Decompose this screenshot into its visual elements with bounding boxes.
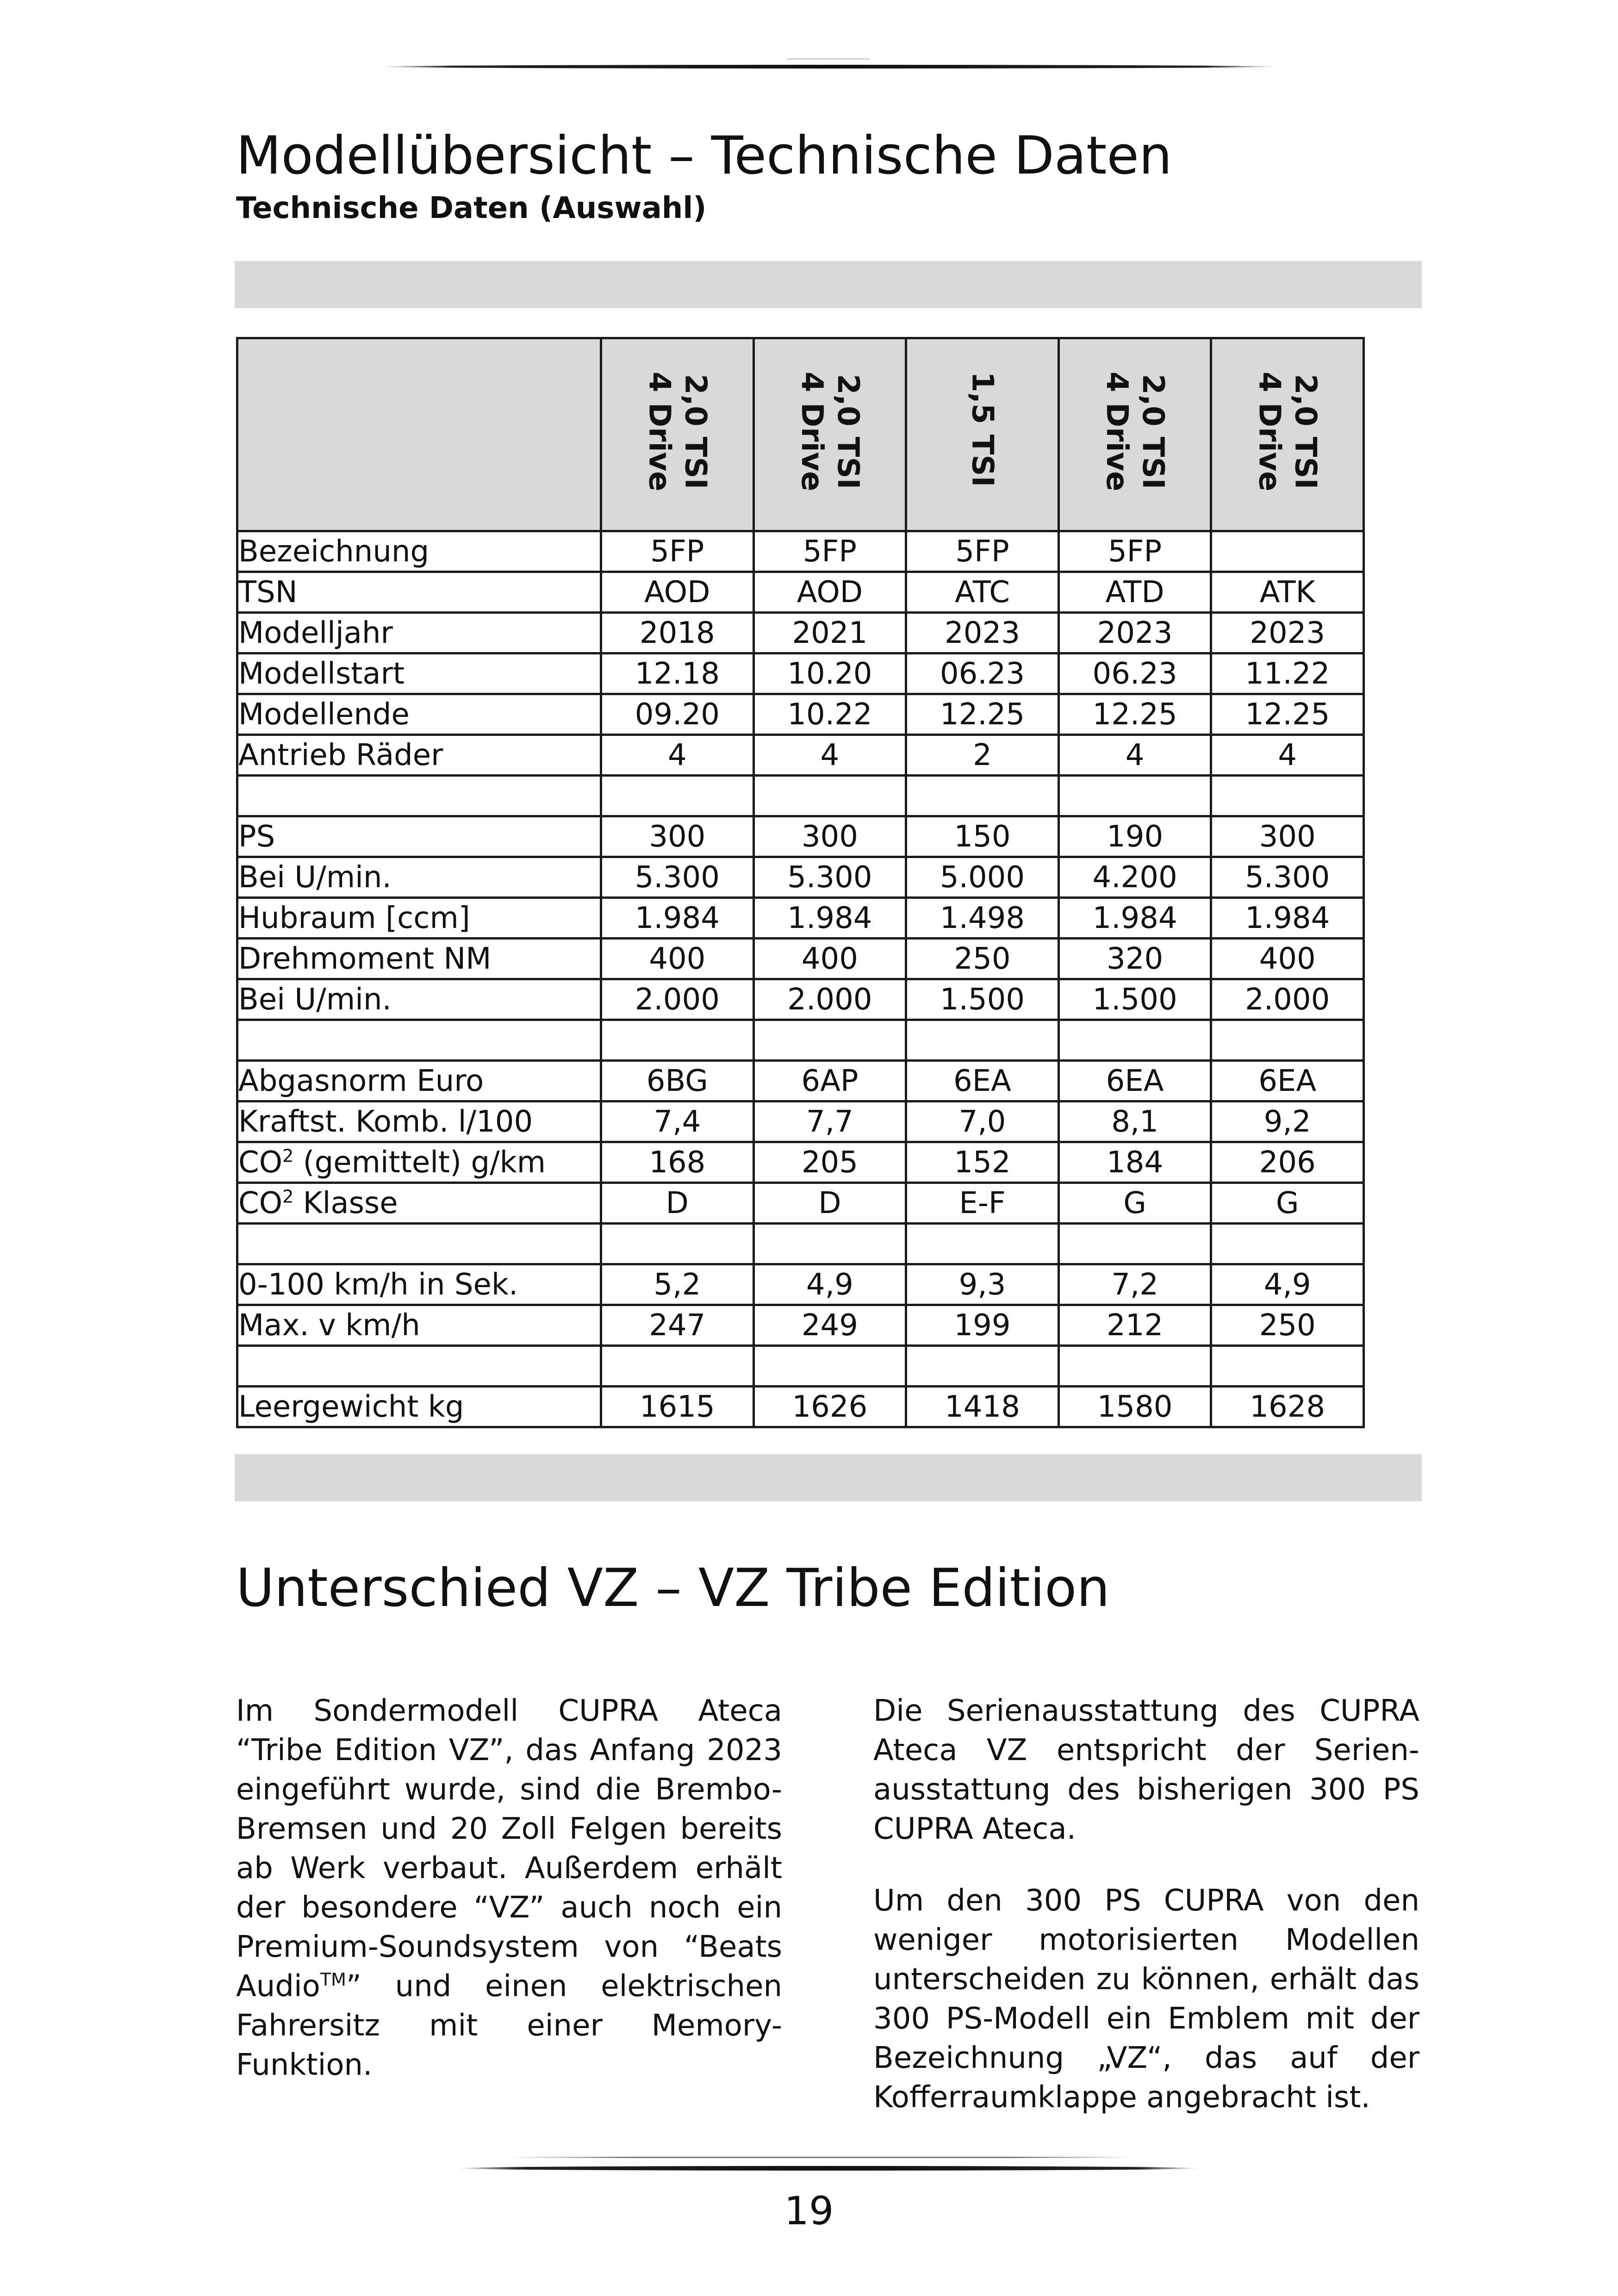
- row-label: [237, 776, 601, 816]
- table-row: [237, 531, 1364, 572]
- column-header-line2: 4 Drive: [794, 372, 829, 492]
- table-cell: AOD: [753, 572, 906, 613]
- row-label-superscript: 2: [282, 1145, 294, 1166]
- right-text-column: [873, 1692, 1419, 2150]
- right-paragraph-2: Um den 300 PS CUPRA von den weniger motorisierten Modellen unterscheiden zu können, erhält das 300 PS-Modell ein Emblem mit der Bezeichnung „VZ“, das auf der Kofferraumklappe angebracht ist.: [873, 1884, 1419, 2115]
- table-cell: 400: [1211, 939, 1364, 979]
- table-row: [237, 1142, 1364, 1183]
- row-label-text: Bezeichnung: [238, 534, 429, 569]
- row-label-text: Modellstart: [238, 656, 404, 691]
- row-label-text: CO: [238, 1145, 283, 1180]
- table-cell: 2023: [906, 613, 1059, 653]
- column-header-line1: 1,5 TSI: [965, 372, 1000, 487]
- column-header-line2: 4 Drive: [642, 372, 677, 492]
- table-cell: AOD: [601, 572, 754, 613]
- table-cell: 320: [1058, 939, 1211, 979]
- table-cell: 400: [601, 939, 754, 979]
- table-cell: 10.20: [753, 653, 906, 694]
- row-label: [237, 979, 601, 1020]
- table-cell: 7,7: [753, 1101, 906, 1142]
- table-cell: 2021: [753, 613, 906, 653]
- left-text-column: [236, 1692, 782, 2117]
- table-cell: 184: [1058, 1142, 1211, 1183]
- bottom-rule-thin: [509, 2157, 1134, 2158]
- row-label-suffix: (gemittelt) g/km: [293, 1145, 546, 1180]
- table-header-row: [237, 338, 1364, 531]
- row-label: [237, 653, 601, 694]
- table-row: [237, 1101, 1364, 1142]
- column-header: [906, 338, 1059, 531]
- table-row: [237, 1346, 1364, 1387]
- row-label: [237, 816, 601, 857]
- row-label: [237, 735, 601, 776]
- table-cell: 8,1: [1058, 1101, 1211, 1142]
- table-cell: 5,2: [601, 1264, 754, 1305]
- table-cell: 300: [1211, 816, 1364, 857]
- row-label-text: Max. v km/h: [238, 1308, 420, 1343]
- table-cell: [753, 1346, 906, 1387]
- table-cell: 4: [1211, 735, 1364, 776]
- table-cell: 4,9: [1211, 1264, 1364, 1305]
- row-label-text: TSN: [238, 575, 298, 610]
- table-cell: 205: [753, 1142, 906, 1183]
- table-cell: G: [1058, 1183, 1211, 1224]
- table-cell: 199: [906, 1305, 1059, 1346]
- table-row: [237, 776, 1364, 816]
- table-cell: D: [753, 1183, 906, 1224]
- row-label: [237, 1305, 601, 1346]
- table-cell: [1211, 776, 1364, 816]
- row-label: [237, 1020, 601, 1061]
- table-row: [237, 1020, 1364, 1061]
- page-number: 19: [784, 2188, 834, 2234]
- row-label: [237, 857, 601, 898]
- column-header-line2: 4 Drive: [1252, 372, 1287, 492]
- row-label-text: Modellende: [238, 697, 410, 732]
- table-cell: 300: [601, 816, 754, 857]
- table-row: [237, 653, 1364, 694]
- section-title: Unterschied VZ – VZ Tribe Edition: [236, 1557, 1110, 1618]
- table-cell: [601, 1346, 754, 1387]
- row-label: [237, 1101, 601, 1142]
- column-header-line2: 4 Drive: [1100, 372, 1134, 492]
- table-header-corner: [237, 338, 601, 531]
- row-label: [237, 1346, 601, 1387]
- row-label-text: Hubraum [ccm]: [238, 901, 470, 935]
- table-cell: 2.000: [753, 979, 906, 1020]
- table-cell: [1211, 1020, 1364, 1061]
- table-cell: 06.23: [1058, 653, 1211, 694]
- table-cell: 10.22: [753, 694, 906, 735]
- row-label-text: 0-100 km/h in Sek.: [238, 1267, 518, 1302]
- row-label-text: Leergewicht kg: [238, 1389, 464, 1424]
- table-cell: 190: [1058, 816, 1211, 857]
- table-row: [237, 1061, 1364, 1101]
- bottom-decorative-rule: [458, 2166, 1199, 2171]
- row-label-superscript: 2: [282, 1186, 294, 1207]
- table-row: [237, 1305, 1364, 1346]
- row-label: [237, 1142, 601, 1183]
- column-header: [753, 338, 906, 531]
- table-cell: 6EA: [906, 1061, 1059, 1101]
- table-cell: 2.000: [601, 979, 754, 1020]
- right-paragraph-1: Die Serienausstattung des CUPRA Ateca VZ entspricht der Serienausstattung des bisherigen 300 PS CUPRA Ateca.: [873, 1694, 1419, 1846]
- table-cell: 2018: [601, 613, 754, 653]
- table-cell: 1.498: [906, 898, 1059, 939]
- top-decorative-rule: [380, 65, 1277, 68]
- table-cell: 5FP: [906, 531, 1059, 572]
- table-cell: [1211, 1346, 1364, 1387]
- table-cell: 152: [906, 1142, 1059, 1183]
- page-title: Modellübersicht – Technische Daten: [236, 125, 1172, 186]
- table-row: [237, 1387, 1364, 1427]
- table-cell: 2: [906, 735, 1059, 776]
- table-row: [237, 735, 1364, 776]
- table-cell: [1211, 531, 1364, 572]
- row-label: [237, 1387, 601, 1427]
- table-cell: [1058, 1020, 1211, 1061]
- table-cell: 9,2: [1211, 1101, 1364, 1142]
- table-cell: [753, 1020, 906, 1061]
- table-cell: 5FP: [601, 531, 754, 572]
- table-cell: 4.200: [1058, 857, 1211, 898]
- row-label: [237, 531, 601, 572]
- column-header: [1211, 338, 1364, 531]
- grey-band-top: [235, 261, 1422, 308]
- table-cell: 12.25: [1211, 694, 1364, 735]
- row-label: [237, 572, 601, 613]
- table-cell: ATK: [1211, 572, 1364, 613]
- table-row: [237, 572, 1364, 613]
- table-cell: 249: [753, 1305, 906, 1346]
- table-cell: [906, 1224, 1059, 1264]
- row-label: [237, 939, 601, 979]
- table-cell: 168: [601, 1142, 754, 1183]
- table-cell: 4,9: [753, 1264, 906, 1305]
- table-cell: 4: [1058, 735, 1211, 776]
- table-cell: D: [601, 1183, 754, 1224]
- left-paragraph: [236, 1692, 782, 2085]
- table-cell: 2.000: [1211, 979, 1364, 1020]
- row-label-text: Antrieb Räder: [238, 738, 443, 772]
- table-cell: 212: [1058, 1305, 1211, 1346]
- table-row: [237, 1264, 1364, 1305]
- table-cell: 4: [753, 735, 906, 776]
- table-cell: 150: [906, 816, 1059, 857]
- column-header-line1: 2,0 TSI: [1288, 373, 1323, 489]
- table-cell: [753, 1224, 906, 1264]
- table-cell: E-F: [906, 1183, 1059, 1224]
- table-cell: 09.20: [601, 694, 754, 735]
- column-header-line1: 2,0 TSI: [1136, 373, 1170, 489]
- table-cell: [601, 1020, 754, 1061]
- row-label: [237, 1183, 601, 1224]
- row-label: [237, 613, 601, 653]
- table-cell: [753, 776, 906, 816]
- row-label: [237, 1264, 601, 1305]
- table-cell: 5.300: [1211, 857, 1364, 898]
- table-body: [237, 531, 1364, 1427]
- table-cell: 12.18: [601, 653, 754, 694]
- table-cell: [601, 776, 754, 816]
- row-label-text: Kraftst. Komb. l/100: [238, 1104, 533, 1139]
- table-cell: 1580: [1058, 1387, 1211, 1427]
- table-cell: ATD: [1058, 572, 1211, 613]
- table-cell: 11.22: [1211, 653, 1364, 694]
- table-cell: 1.500: [1058, 979, 1211, 1020]
- table-row: [237, 898, 1364, 939]
- table-cell: 250: [1211, 1305, 1364, 1346]
- column-header-line1: 2,0 TSI: [830, 373, 865, 489]
- table-cell: [906, 1020, 1059, 1061]
- table-cell: 4: [601, 735, 754, 776]
- table-row: [237, 979, 1364, 1020]
- row-label-text: Bei U/min.: [238, 860, 392, 895]
- trademark-mark: TM: [320, 1969, 346, 1990]
- table-cell: 6EA: [1058, 1061, 1211, 1101]
- table-cell: 400: [753, 939, 906, 979]
- table-cell: [1058, 1224, 1211, 1264]
- table-cell: 1626: [753, 1387, 906, 1427]
- table-cell: 7,0: [906, 1101, 1059, 1142]
- row-label-text: Drehmoment NM: [238, 941, 492, 976]
- table-cell: 250: [906, 939, 1059, 979]
- row-label-text: Bei U/min.: [238, 982, 392, 1017]
- row-label: [237, 694, 601, 735]
- left-text-part1: Im Sondermodell CUPRA Ateca “Tribe Edition VZ”, das Anfang 2023 eingeführt wurde, sind die Brembo-Bremsen und 20 Zoll Felgen bereits ab Werk verbaut. Außerdem erhält der besondere “VZ” auch noch ein Premium-Soundsystem von “Beats Audio: [236, 1694, 782, 2004]
- table-cell: [1211, 1224, 1364, 1264]
- table-cell: 1.500: [906, 979, 1059, 1020]
- table-row: [237, 694, 1364, 735]
- table-row: [237, 1183, 1364, 1224]
- table-cell: 7,2: [1058, 1264, 1211, 1305]
- left-text-part2: ” und einen elektrischen Fahrersitz mit einer Memory-Funktion.: [236, 1969, 782, 2082]
- table-cell: 12.25: [906, 694, 1059, 735]
- row-label-text: Abgasnorm Euro: [238, 1064, 484, 1098]
- table-row: [237, 939, 1364, 979]
- table-cell: 1.984: [601, 898, 754, 939]
- column-header: [601, 338, 754, 531]
- table-cell: 5.000: [906, 857, 1059, 898]
- row-label-text: Modelljahr: [238, 616, 393, 650]
- table-cell: 2023: [1058, 613, 1211, 653]
- table-cell: 5FP: [753, 531, 906, 572]
- table-cell: 300: [753, 816, 906, 857]
- table-cell: 2023: [1211, 613, 1364, 653]
- spec-table: [236, 337, 1365, 1428]
- table-cell: [906, 1346, 1059, 1387]
- row-label-text: PS: [238, 819, 275, 854]
- table-cell: 206: [1211, 1142, 1364, 1183]
- top-rule-highlight: [787, 58, 870, 60]
- row-label: [237, 1224, 601, 1264]
- row-label-text: CO: [238, 1186, 283, 1220]
- table-cell: 1628: [1211, 1387, 1364, 1427]
- table-row: [237, 857, 1364, 898]
- table-cell: [906, 776, 1059, 816]
- page-subtitle: Technische Daten (Auswahl): [236, 191, 707, 225]
- table-cell: 1418: [906, 1387, 1059, 1427]
- table-cell: 6AP: [753, 1061, 906, 1101]
- table-cell: ATC: [906, 572, 1059, 613]
- table-cell: 5FP: [1058, 531, 1211, 572]
- table-cell: 7,4: [601, 1101, 754, 1142]
- table-row: [237, 816, 1364, 857]
- table-cell: 5.300: [753, 857, 906, 898]
- table-cell: G: [1211, 1183, 1364, 1224]
- table-cell: 5.300: [601, 857, 754, 898]
- table-cell: 247: [601, 1305, 754, 1346]
- row-label-suffix: Klasse: [293, 1186, 398, 1220]
- table-cell: 6BG: [601, 1061, 754, 1101]
- grey-band-bottom: [235, 1454, 1422, 1501]
- table-cell: 6EA: [1211, 1061, 1364, 1101]
- row-label: [237, 1061, 601, 1101]
- column-header: [1058, 338, 1211, 531]
- table-cell: 1.984: [753, 898, 906, 939]
- table-row: [237, 613, 1364, 653]
- table-cell: 06.23: [906, 653, 1059, 694]
- row-label: [237, 898, 601, 939]
- table-cell: 1.984: [1211, 898, 1364, 939]
- table-row: [237, 1224, 1364, 1264]
- table-cell: [1058, 1346, 1211, 1387]
- column-header-line1: 2,0 TSI: [678, 373, 713, 489]
- table-cell: 1.984: [1058, 898, 1211, 939]
- table-cell: [601, 1224, 754, 1264]
- table-cell: [1058, 776, 1211, 816]
- table-cell: 12.25: [1058, 694, 1211, 735]
- table-cell: 9,3: [906, 1264, 1059, 1305]
- table-cell: 1615: [601, 1387, 754, 1427]
